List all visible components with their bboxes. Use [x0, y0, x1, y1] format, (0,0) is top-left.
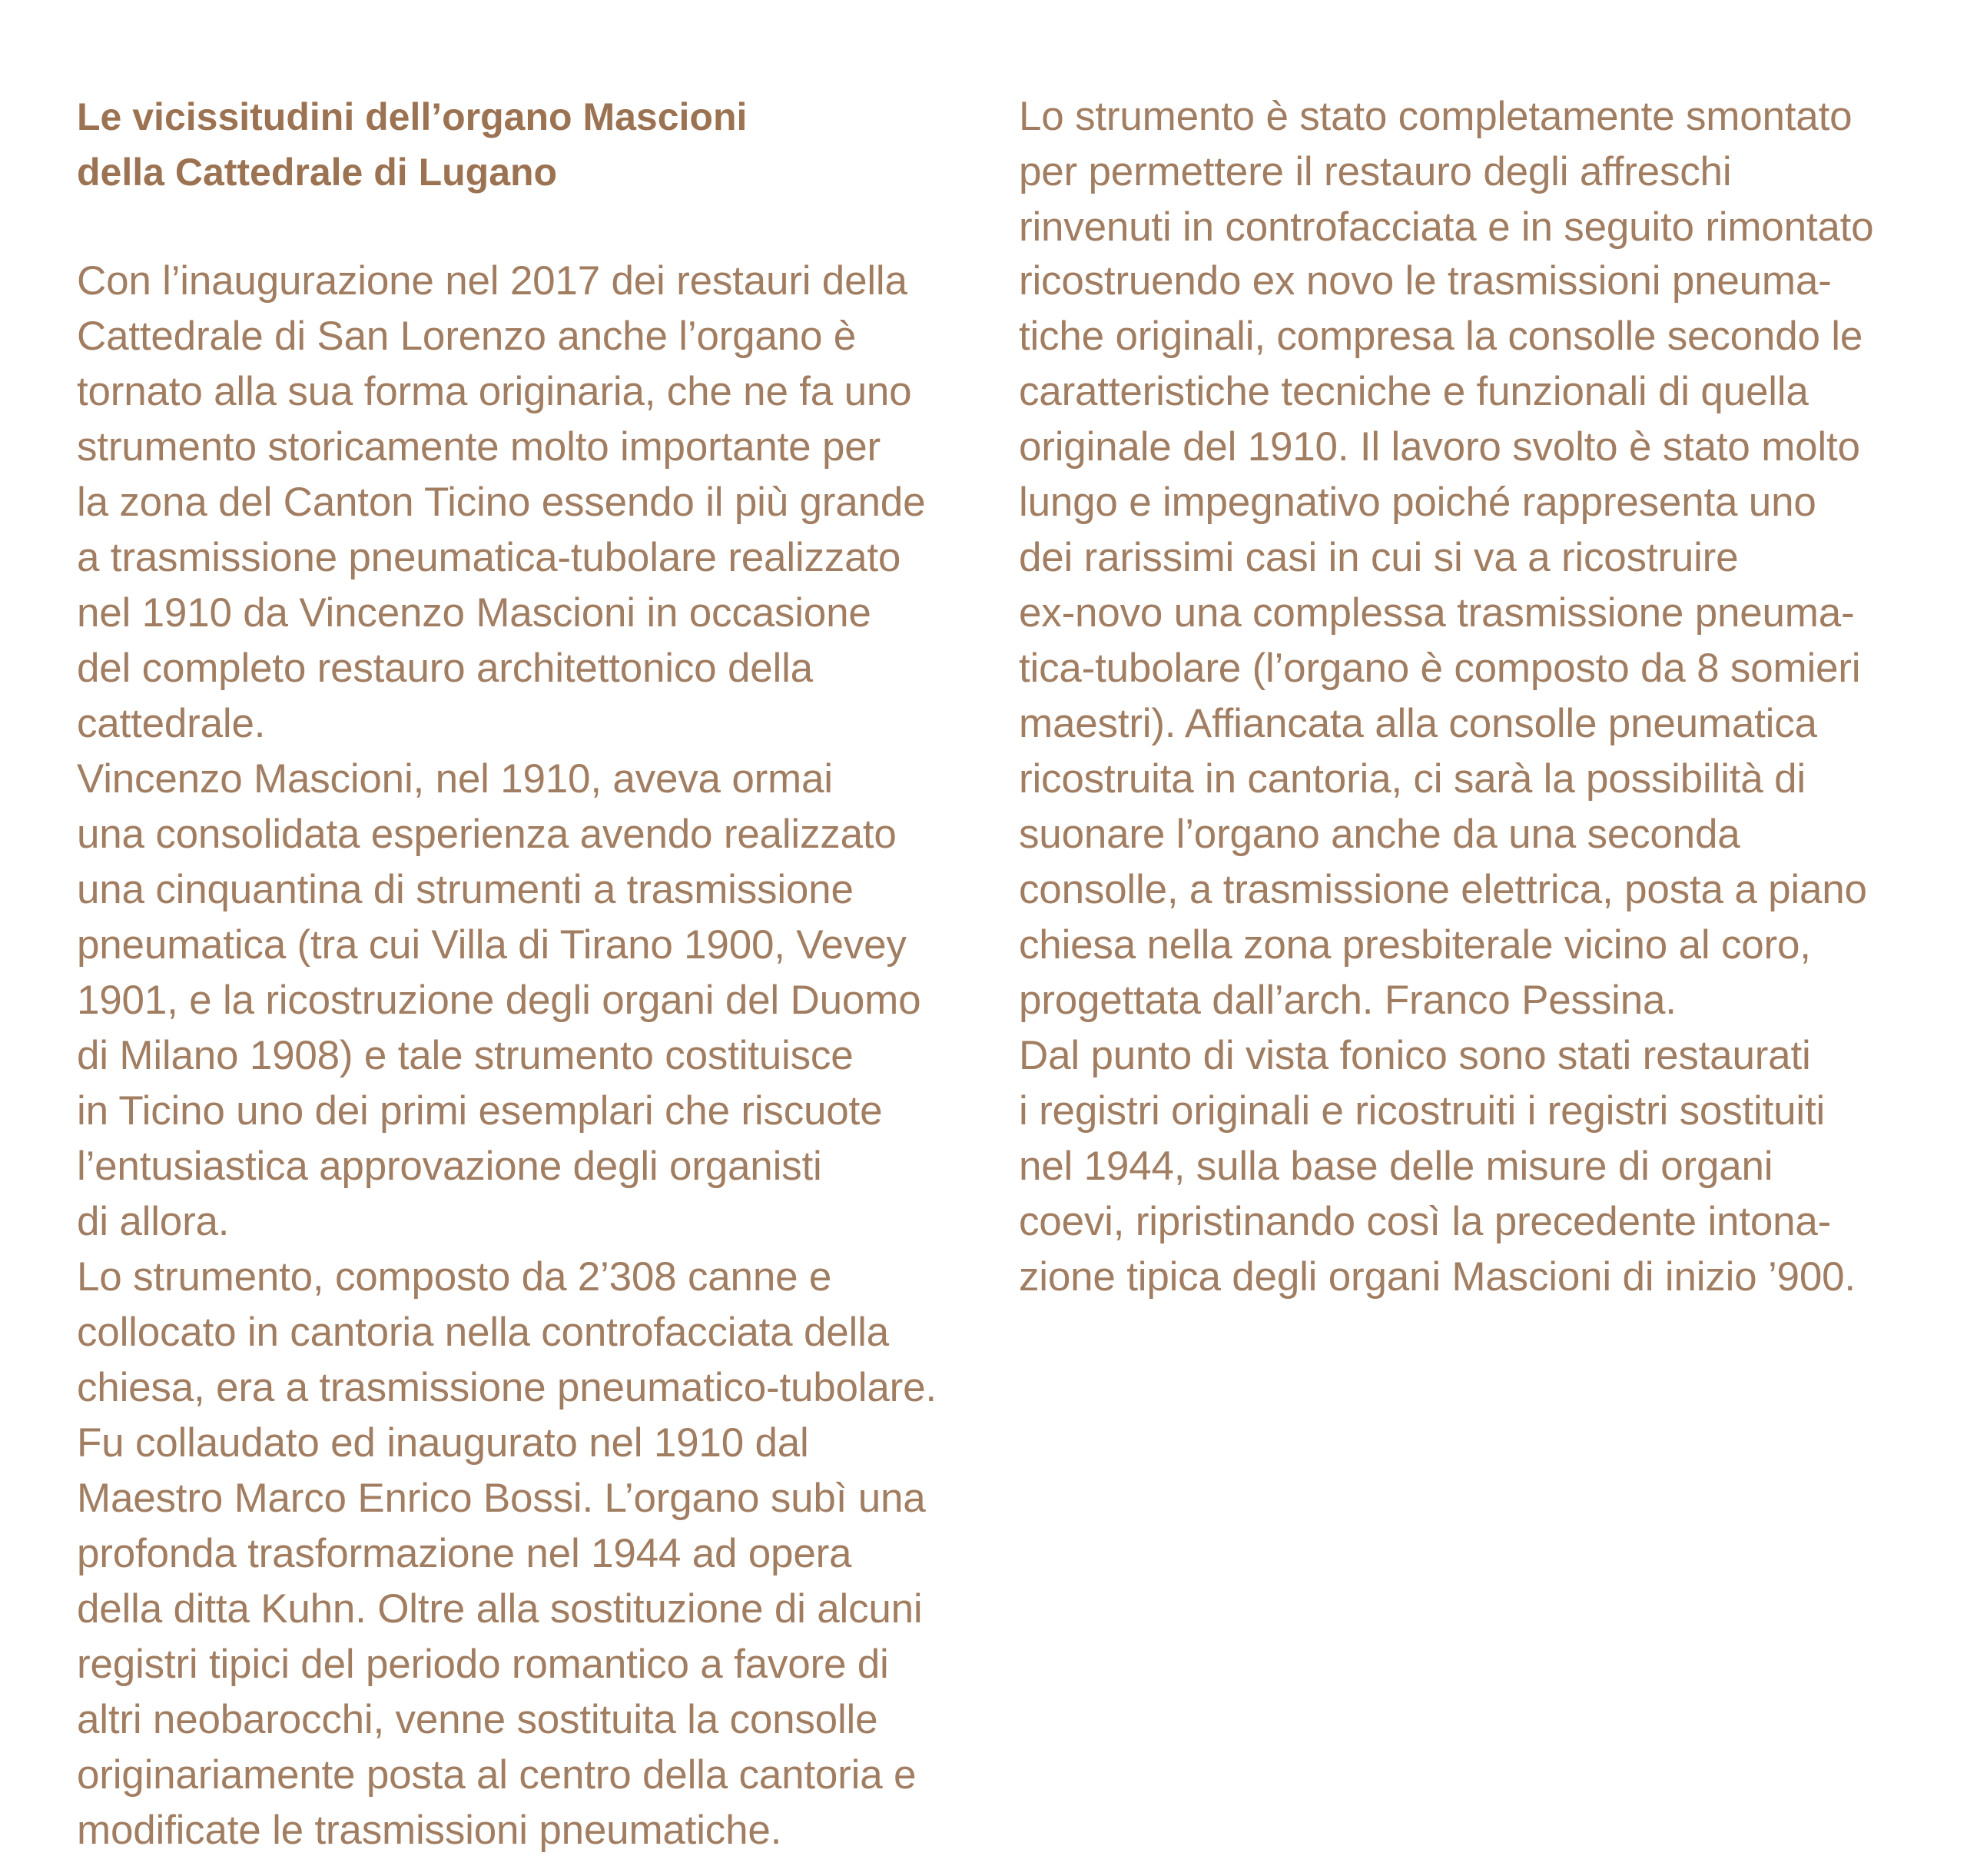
right-text-line: originale del 1910. Il lavoro svolto è stato molto	[1019, 424, 1860, 470]
left-text-line: nel 1910 da Vincenzo Mascioni in occasione	[77, 590, 871, 636]
right-text-line: zione tipica degli organi Mascioni di inizio ’900.	[1019, 1254, 1856, 1300]
left-text-line: l’entusiastica approvazione degli organisti	[77, 1144, 822, 1189]
right-text-line: progettata dall’arch. Franco Pessina.	[1019, 978, 1677, 1023]
left-text-line: Maestro Marco Enrico Bossi. L’organo subì una	[77, 1476, 926, 1521]
left-text-line: chiesa, era a trasmissione pneumatico-tubolare.	[77, 1365, 937, 1410]
left-text-line: modificate le trasmissioni pneumatiche.	[77, 1808, 782, 1853]
left-text-line: a trasmissione pneumatica-tubolare realizzato	[77, 535, 901, 580]
article-title-line-1: Le vicissitudini dell’organo Mascioni	[77, 95, 748, 138]
left-text-line: originariamente posta al centro della cantoria e	[77, 1752, 917, 1798]
right-text-line: ricostruita in cantoria, ci sarà la possibilità di	[1019, 756, 1806, 802]
left-text-line: Cattedrale di San Lorenzo anche l’organo è	[77, 314, 857, 359]
left-text-line: Lo strumento, composto da 2’308 canne e	[77, 1254, 832, 1300]
right-text-line: suonare l’organo anche da una seconda	[1019, 812, 1740, 857]
right-text-line: coevi, ripristinando così la precedente intona-	[1019, 1199, 1832, 1244]
left-text-line: altri neobarocchi, venne sostituita la consolle	[77, 1697, 878, 1742]
right-text-line: ex-novo una complessa trasmissione pneuma-	[1019, 590, 1855, 636]
right-text-line: per permettere il restauro degli affreschi	[1019, 149, 1732, 194]
right-text-line: tica-tubolare (l’organo è composto da 8 somieri	[1019, 646, 1861, 691]
right-text-line: chiesa nella zona presbiterale vicino al coro,	[1019, 922, 1811, 968]
left-text-line: del completo restauro architettonico della	[77, 646, 813, 691]
left-text-line: Vincenzo Mascioni, nel 1910, aveva ormai	[77, 756, 833, 802]
left-text-line: di Milano 1908) e tale strumento costituisce	[77, 1033, 854, 1078]
left-text-line: della ditta Kuhn. Oltre alla sostituzione di alcuni	[77, 1586, 923, 1632]
right-text-line: rinvenuti in controfacciata e in seguito rimontato	[1019, 204, 1874, 250]
left-text-line: di allora.	[77, 1199, 230, 1244]
left-text-line: profonda trasformazione nel 1944 ad opera	[77, 1531, 852, 1576]
left-text-line: Fu collaudato ed inaugurato nel 1910 dal	[77, 1420, 809, 1466]
left-text-line: tornato alla sua forma originaria, che ne fa uno	[77, 369, 912, 414]
left-text-line: in Ticino uno dei primi esemplari che riscuote	[77, 1088, 883, 1134]
left-text-line: una consolidata esperienza avendo realizzato	[77, 812, 897, 857]
article-title-line-2: della Cattedrale di Lugano	[77, 151, 558, 194]
left-text-line: registri tipici del periodo romantico a favore di	[77, 1642, 889, 1687]
right-text-line: maestri). Affiancata alla consolle pneumatica	[1019, 701, 1817, 746]
right-text-line: dei rarissimi casi in cui si va a ricostruire	[1019, 535, 1739, 580]
left-text-line: una cinquantina di strumenti a trasmissione	[77, 867, 854, 912]
right-text-line: tiche originali, compresa la consolle secondo le	[1019, 314, 1863, 359]
right-text-line: Lo strumento è stato completamente smontato	[1019, 94, 1853, 139]
right-text-line: nel 1944, sulla base delle misure di organi	[1019, 1144, 1773, 1189]
left-text-line: cattedrale.	[77, 701, 266, 746]
right-text-line: consolle, a trasmissione elettrica, posta a piano	[1019, 867, 1867, 912]
right-text-line: lungo e impegnativo poiché rappresenta uno	[1019, 480, 1816, 525]
left-text-line: pneumatica (tra cui Villa di Tirano 1900, Vevey	[77, 922, 907, 968]
left-text-line: 1901, e la ricostruzione degli organi del Duomo	[77, 978, 921, 1023]
left-text-line: Con l’inaugurazione nel 2017 dei restauri della	[77, 258, 907, 304]
right-text-line: caratteristiche tecniche e funzionali di quella	[1019, 369, 1809, 414]
right-text-line: i registri originali e ricostruiti i registri sostituiti	[1019, 1088, 1826, 1134]
left-text-line: strumento storicamente molto importante per	[77, 424, 881, 470]
left-text-line: collocato in cantoria nella controfacciata della	[77, 1310, 889, 1355]
right-text-line: Dal punto di vista fonico sono stati restaurati	[1019, 1033, 1811, 1078]
right-text-line: ricostruendo ex novo le trasmissioni pneuma-	[1019, 258, 1832, 304]
left-text-line: la zona del Canton Ticino essendo il più grande	[77, 480, 926, 525]
